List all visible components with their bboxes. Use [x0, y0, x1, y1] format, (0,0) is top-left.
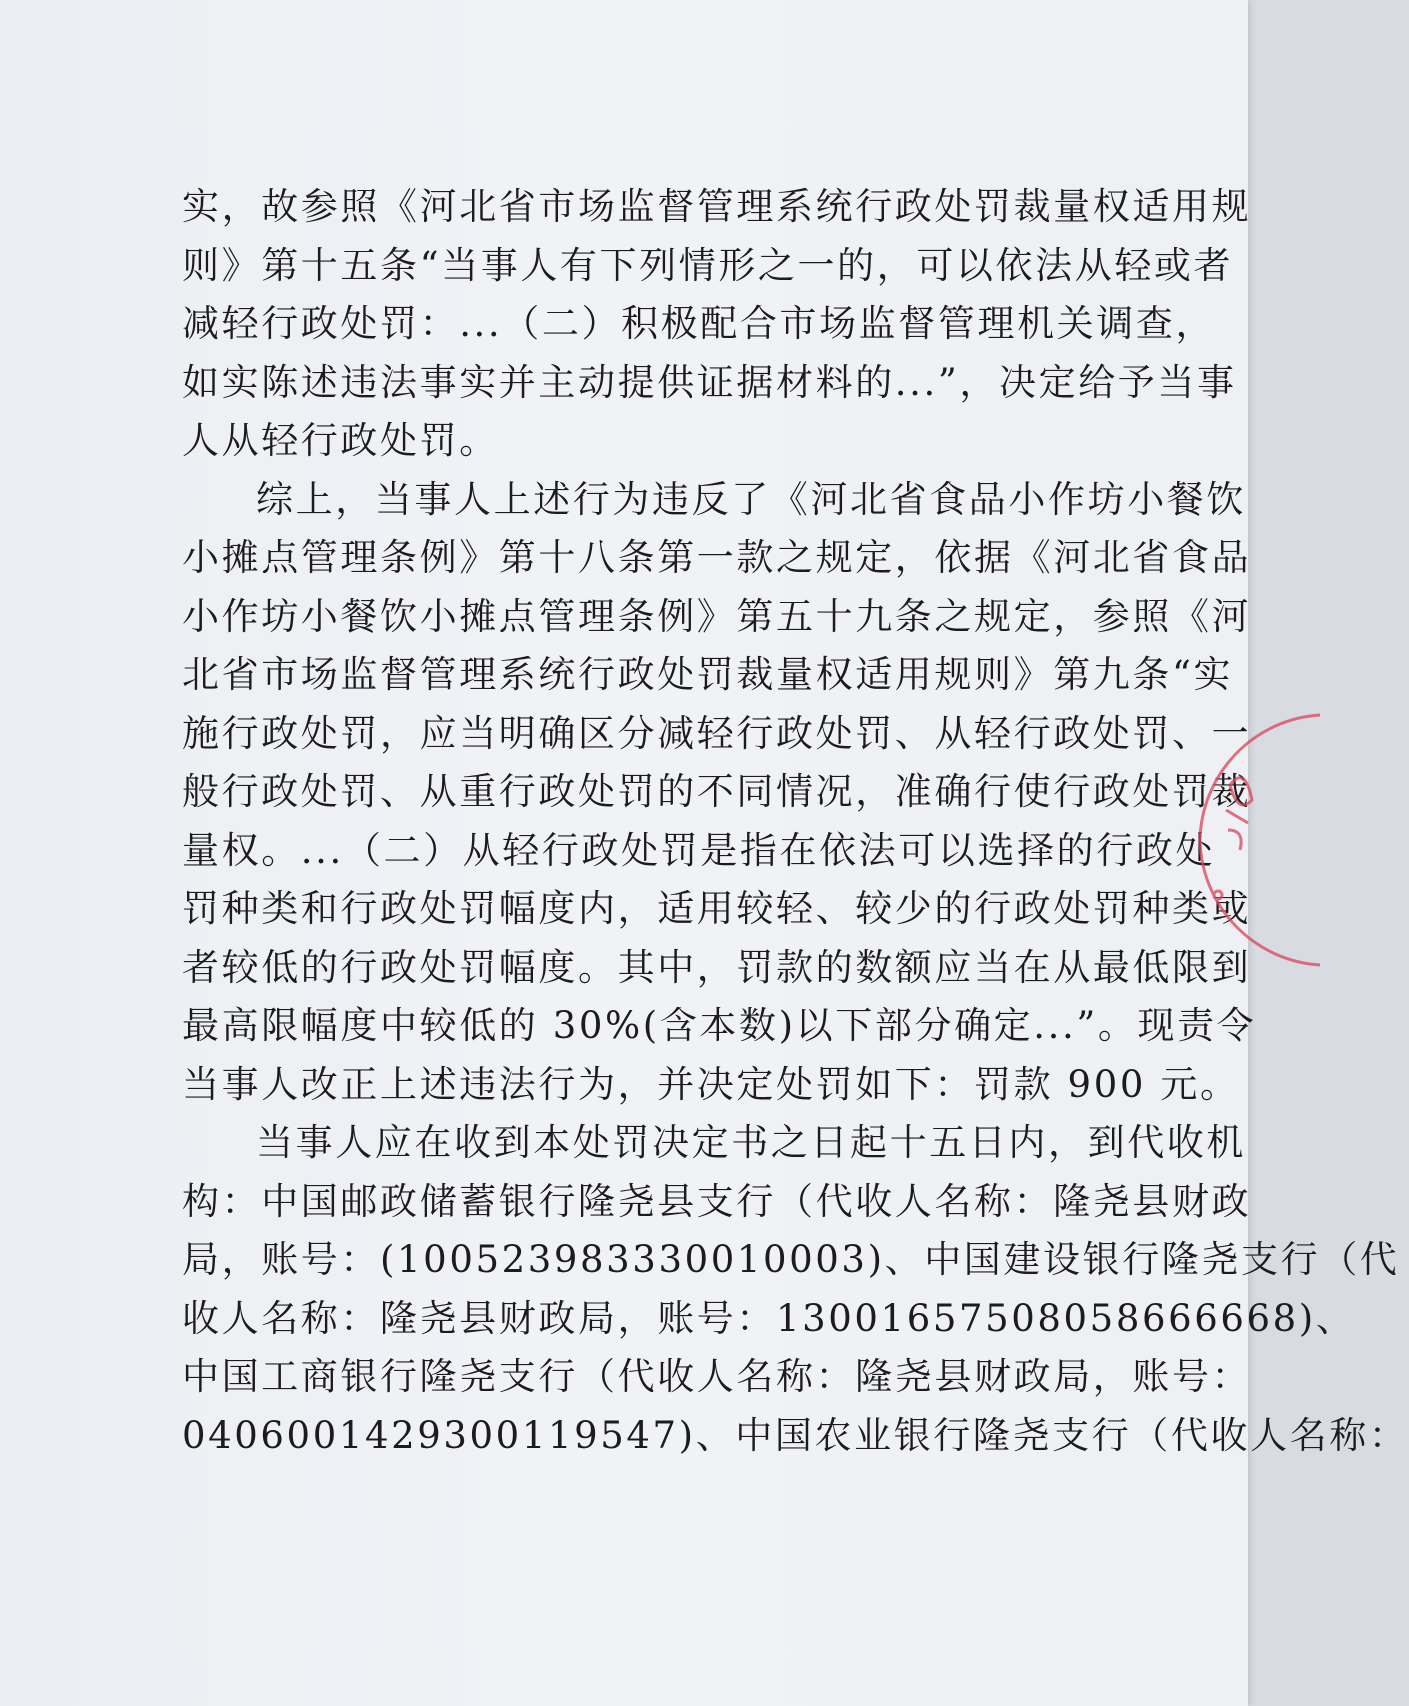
text-line: 0406001429300119547)、中国农业银行隆尧支行（代收人名称： — [182, 1413, 1409, 1457]
text-line: 实，故参照《河北省市场监督管理系统行政处罚裁量权适用规 — [182, 185, 1252, 228]
text-line: 罚种类和行政处罚幅度内，适用较轻、较少的行政处罚种类或 — [182, 887, 1252, 930]
text-line: 者较低的行政处罚幅度。其中，罚款的数额应当在从最低限到 — [182, 945, 1252, 989]
text-line: 量权。...（二）从轻行政处罚是指在依法可以选择的行政处 — [182, 828, 1216, 872]
text-line: 如实陈述违法事实并主动提供证据材料的...”，决定给予当事 — [182, 360, 1237, 404]
text-line: 小作坊小餐饮小摊点管理条例》第五十九条之规定，参照《河 — [182, 594, 1252, 638]
document-body — [182, 178, 1409, 1465]
text-line: 局，账号：(100523983330010003)、中国建设银行隆尧支行（代 — [182, 1238, 1400, 1281]
text-line: 构：中国邮政储蓄银行隆尧县支行（代收人名称：隆尧县财政 — [182, 1179, 1252, 1223]
text-line: 般行政处罚、从重行政处罚的不同情况，准确行使行政处罚裁 — [182, 770, 1252, 813]
text-line: 减轻行政处罚：...（二）积极配合市场监督管理机关调查， — [182, 302, 1216, 345]
text-line: 中国工商银行隆尧支行（代收人名称：隆尧县财政局，账号： — [182, 1355, 1252, 1398]
text-line: 施行政处罚，应当明确区分减轻行政处罚、从轻行政处罚、一 — [182, 711, 1252, 755]
paragraph-start-line: 当事人应在收到本处罚决定书之日起十五日内，到代收机 — [256, 1121, 1246, 1164]
text-line: 北省市场监督管理系统行政处罚裁量权适用规则》第九条“实 — [182, 653, 1234, 696]
text-line: 人从轻行政处罚。 — [182, 419, 499, 462]
paragraph-start-line: 综上，当事人上述行为违反了《河北省食品小作坊小餐饮 — [256, 477, 1246, 521]
text-line: 则》第十五条“当事人有下列情形之一的，可以依法从轻或者 — [182, 243, 1234, 287]
text-line: 当事人改正上述违法行为，并决定处罚如下：罚款 900 元。 — [182, 1062, 1240, 1106]
text-line: 收人名称：隆尧县财政局，账号：13001657508058666668)、 — [182, 1296, 1356, 1340]
text-line: 小摊点管理条例》第十八条第一款之规定，依据《河北省食品 — [182, 536, 1252, 579]
text-line: 最高限幅度中较低的 30%(含本数)以下部分确定...”。现责令 — [182, 1004, 1257, 1047]
